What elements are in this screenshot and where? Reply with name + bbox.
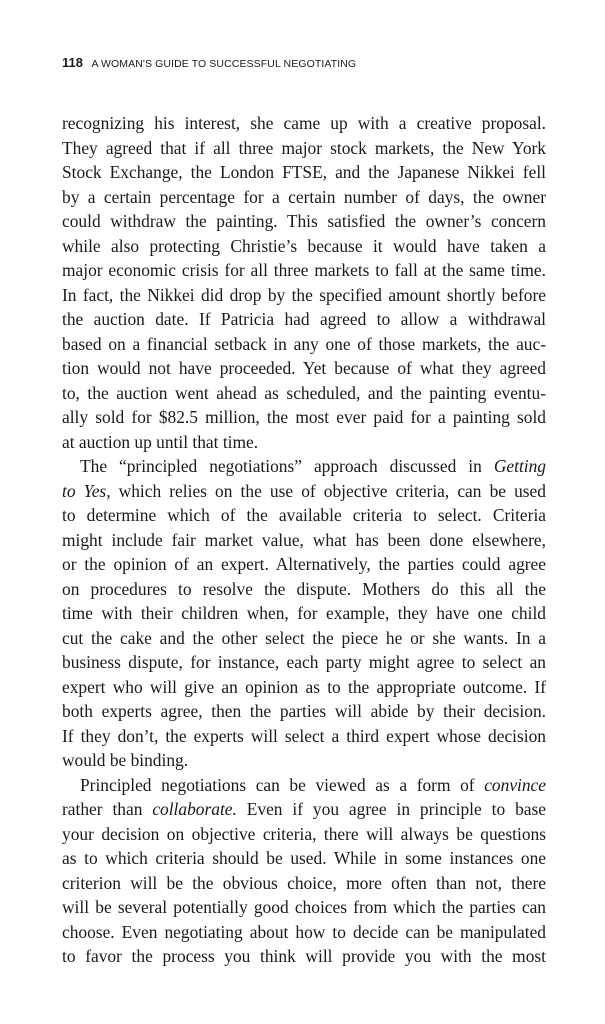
line-text: time with their children when, for example, they have one child [62,603,546,623]
text-line [62,675,546,700]
text-line [62,185,546,210]
text-line [62,234,546,259]
text-line [62,528,546,553]
line-text: If they don’t, the experts will select a third expert whose decision [62,725,546,746]
line-text: business dispute, for instance, each party might agree to select an [62,652,546,672]
line-text: The “principled negotiations” approach discussed in [80,456,494,476]
line-text: In fact, the Nikkei did drop by the specified amount shortly before [62,284,546,305]
text-line [62,846,546,871]
text-line [62,479,546,504]
text-line [62,111,546,136]
line-text: would be binding. [62,750,189,770]
line-text: Even if you agree in principle to base [236,799,546,819]
line-text: tion would not have proceeded. Yet because of what they agreed [62,358,546,378]
text-line [62,381,546,406]
line-text: while also protecting Christie’s because it would have taken a [62,235,546,256]
text-line [62,797,546,822]
line-text: ally sold for $82.5 million, the most ever paid for a painting sold [62,407,546,427]
line-text: by a certain percentage for a certain number of days, the owner [62,186,546,207]
line-text: expert who will give an opinion as to the appropriate outcome. If [62,676,546,697]
running-header [62,54,356,72]
line-text: based on a financial setback in any one of those markets, the auc- [62,333,546,354]
text-line [62,748,546,773]
line-text: major economic crisis for all three markets to fall at the same time. [62,260,546,280]
text-line [62,650,546,675]
line-text: your decision on objective criteria, there will always be questions [62,823,546,844]
line-text: criterion will be the obvious choice, more often than not, there [62,872,546,893]
text-line [62,307,546,332]
text-line [62,724,546,749]
text-line [62,944,546,969]
line-text: the auction date. If Patricia had agreed to allow a withdrawal [62,309,546,329]
line-text: to, the auction went ahead as scheduled, and the painting eventu- [62,382,546,403]
text-line [62,601,546,626]
text-line [62,136,546,161]
text-line [62,871,546,896]
page-number: 118 [62,55,83,70]
line-text: which relies on the use of objective criteria, can be used [110,480,546,501]
running-title: A WOMAN'S GUIDE TO SUCCESSFUL NEGOTIATING [91,58,357,70]
text-line [62,895,546,920]
line-text: choose. Even negotiating about how to decide can be manipulated [62,921,546,942]
text-line [62,773,546,798]
text-line [62,258,546,283]
body-text [62,111,546,969]
text-line [62,283,546,308]
line-text: might include fair market value, what has been done elsewhere, [62,529,546,550]
line-text: to determine which of the available criteria to select. Criteria [62,505,546,525]
text-line [62,920,546,945]
italic-text: collaborate. [152,799,237,819]
line-text: recognizing his interest, she came up with a creative proposal. [62,113,546,133]
text-line [62,822,546,847]
italic-text: Getting [493,456,546,476]
line-text: on procedures to resolve the dispute. Mothers do this all the [62,578,546,599]
text-line [62,699,546,724]
text-line [62,209,546,234]
line-text: rather than [62,799,153,819]
line-text: as to which criteria should be used. While in some instances one [62,848,546,868]
text-line [62,454,546,479]
italic-text: to Yes, [62,480,111,501]
text-line [62,626,546,651]
line-text: both experts agree, then the parties will abide by their decision. [62,701,546,721]
text-line [62,552,546,577]
line-text: could withdraw the painting. This satisfied the owner’s concern [62,211,546,231]
line-text: Principled negotiations can be viewed as a form of [80,774,485,795]
italic-text: convince [484,774,546,795]
line-text: or the opinion of an expert. Alternatively, the parties could agree [62,554,546,574]
text-line [62,430,546,455]
line-text: Stock Exchange, the London FTSE, and the Japanese Nikkei fell [62,162,546,182]
line-text: cut the cake and the other select the piece he or she wants. In a [62,627,546,648]
text-line [62,160,546,185]
text-line [62,332,546,357]
text-line [62,577,546,602]
text-line [62,503,546,528]
line-text: to favor the process you think will provide you with the most [62,946,546,966]
text-line [62,405,546,430]
line-text: will be several potentially good choices from which the parties can [62,897,546,917]
line-text: They agreed that if all three major stock markets, the New York [62,137,546,158]
text-line [62,356,546,381]
line-text: at auction up until that time. [62,431,259,452]
